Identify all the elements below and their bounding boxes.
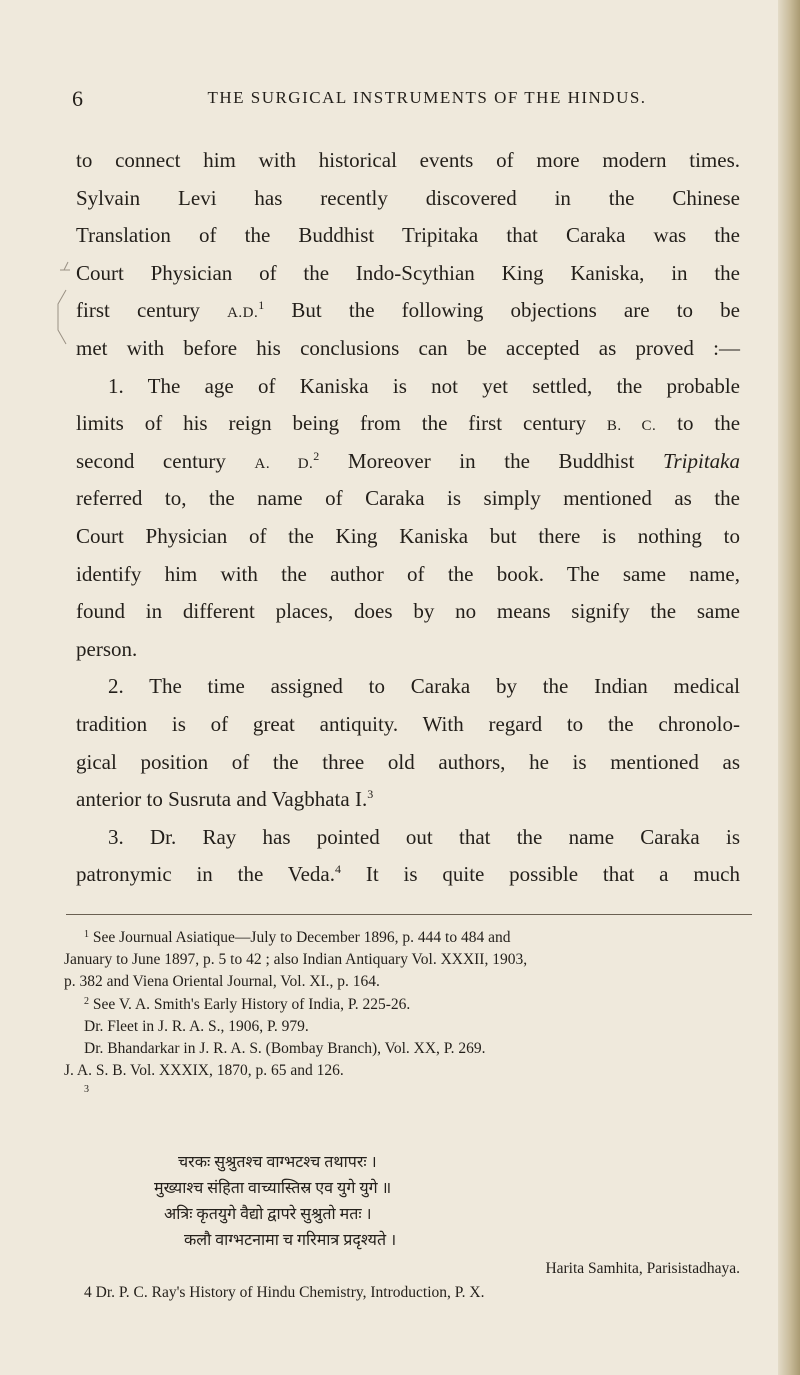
- footnote-rule: [66, 914, 752, 915]
- running-title: THE SURGICAL INSTRUMENTS OF THE HINDUS.: [207, 88, 647, 107]
- footnote-marker: 4: [84, 1284, 92, 1301]
- text-line: 1. The age of Kaniska is not yet settled, the probable: [108, 373, 740, 398]
- text-line: met with before his conclusions can be accepted as proved :—: [76, 335, 740, 360]
- verse-line: चरकः सुश्रुतश्च वाग्भटश्च तथापरः ।: [178, 1154, 377, 1171]
- footnote-ref: 4: [335, 862, 341, 877]
- footnote-line: Dr. Fleet in J. R. A. S., 1906, P. 979.: [84, 1017, 309, 1035]
- text-line: referred to, the name of Caraka is simply mentioned as the: [76, 486, 740, 511]
- footnotes: [64, 927, 742, 1105]
- text-line: gical position of the three old authors, he is mentioned as: [76, 749, 740, 774]
- text-line: limits of his reign being from the first century B. C. to the: [76, 411, 741, 436]
- footnote-marker: 1: [84, 929, 89, 940]
- body-text: [76, 142, 740, 894]
- page-number: 6: [72, 86, 83, 111]
- footnote-ref: 1: [258, 298, 265, 313]
- footnote-marker: 2: [84, 995, 89, 1007]
- text-line: anterior to Susruta and Vagbhata I.$^3$: [76, 787, 374, 812]
- text-line: tradition is of great antiquity. With regard to the chronolo-: [76, 711, 740, 736]
- era-abbrev: B. C.: [606, 418, 657, 435]
- text-line: Translation of the Buddhist Tripitaka that Caraka was the: [76, 223, 740, 248]
- era-abbrev: A. D.: [254, 455, 314, 472]
- text-line: Court Physician of the King Kaniska but there is nothing to: [76, 523, 740, 548]
- text-line: to connect him with historical events of more modern times.: [76, 148, 740, 172]
- text-line: found in different places, does by no means signify the same: [76, 599, 740, 624]
- verse-line: कलौ वाग्भटनामा च गरिमात्र प्रदृश्यते ।: [184, 1232, 397, 1249]
- footnote-ref: 3: [367, 787, 374, 802]
- footnote-line: J. A. S. B. Vol. XXXIX, 1870, p. 65 and 126.: [64, 1062, 344, 1080]
- footnote-line: January to June 1897, p. 5 to 42 ; also Indian Antiquary Vol. XXXII, 1903,: [64, 951, 528, 969]
- text-line: first century A.D.$^1$ But the following objections are to be: [76, 298, 740, 323]
- footnote-line: p. 382 and Viena Oriental Journal, Vol. XI., p. 164.: [64, 973, 380, 991]
- era-abbrev: A.D.: [227, 305, 259, 322]
- italic-title: Tripitaka: [662, 448, 740, 473]
- text-line: person.: [76, 636, 138, 661]
- text-line: patronymic in the Veda.$^4$ It is quite possible that a much: [76, 862, 741, 887]
- text-line: second century A. D.$^2$ Moreover in the Buddhist Tripitaka: [76, 448, 740, 473]
- footnote-line: $^1$ See Journual Asiatique—July to December 1896, p. 444 to 484 and: [84, 929, 511, 946]
- footnote-line: [64, 1082, 742, 1104]
- footnote-line: Dr. Bhandarkar in J. R. A. S. (Bombay Branch), Vol. XX, P. 269.: [84, 1039, 486, 1057]
- text-line: 3. Dr. Ray has pointed out that the name Caraka is: [108, 824, 740, 849]
- verse-line: अत्रिः कृतयुगे वैद्यो द्वापरे सुश्रुतो मतः ।: [164, 1206, 372, 1223]
- text-line: Court Physician of the Indo-Scythian King Kaniska, in the: [76, 260, 740, 285]
- sanskrit-verse: [140, 1150, 700, 1254]
- page-edge-shadow: [778, 0, 800, 1375]
- pencil-bracket-mark: [54, 260, 72, 346]
- footnote-marker: 3: [84, 1084, 89, 1096]
- text-line: Sylvain Levi has recently discovered in the Chinese: [76, 185, 740, 210]
- footnote-ref: 2: [313, 448, 320, 463]
- text-line: 2. The time assigned to Caraka by the Indian medical: [108, 674, 740, 699]
- verse-line: मुख्याश्च संहिता वाच्यास्तिस्र एव युगे युगे ॥: [154, 1180, 392, 1197]
- footnote-line: 4 Dr. P. C. Ray's History of Hindu Chemistry, Introduction, P. X.: [64, 1284, 742, 1302]
- footnote-line: $^2$ See V. A. Smith's Early History of India, P. 225-26.: [84, 995, 411, 1013]
- verse-source: Harita Samhita, Parisistadhaya.: [545, 1260, 740, 1277]
- page-header: [72, 86, 752, 116]
- text-line: identify him with the author of the book. The same name,: [76, 561, 740, 586]
